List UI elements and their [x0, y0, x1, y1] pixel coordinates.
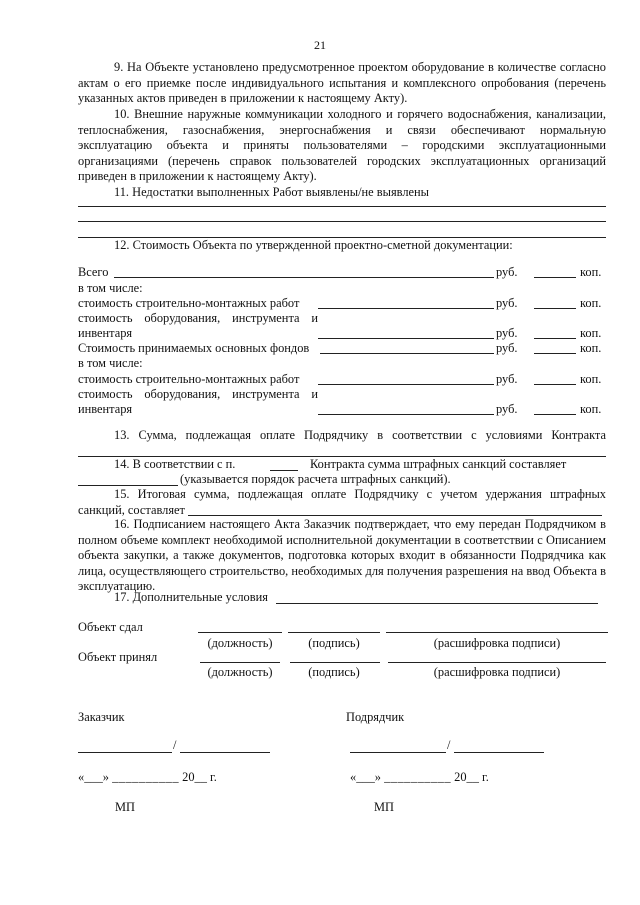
contractor-label: Подрядчик: [346, 710, 405, 724]
customer-decode-field: [180, 752, 270, 753]
cost-equip-label-2: инвентаря: [78, 402, 133, 416]
clause-16: [78, 517, 606, 595]
customer-label: Заказчик: [78, 710, 125, 724]
date-year: 20__ г.: [454, 770, 489, 784]
cost-equip-label-2: инвентаря: [78, 326, 133, 340]
given-position-field: [198, 632, 282, 633]
cost-equip-field: [318, 338, 494, 339]
cost-smr-label: стоимость строительно-монтажных работ: [78, 296, 300, 310]
signature-caption: (подпись): [308, 665, 360, 679]
kop-label: коп.: [580, 341, 602, 355]
position-caption: (должность): [207, 636, 273, 650]
clause-14-part-b: Контракта сумма штрафных санкций составляет: [310, 457, 567, 471]
clause-10-text: 10. Внешние наружные коммуникации холодного и горячего водоснабжения, канализации, теплоснабжения, газоснабжения, энергоснабжения и связи обеспечивают нормальную эксплуатацию объекта и приняты пользователями – городскими эксплуатационными организациями (перечень справок пользователей городских эксплуатационных организаций приведен в приложении к настоящему Акту).: [78, 107, 606, 184]
final-sum-field: [188, 515, 602, 516]
clause-9-text: 9. На Объекте установлено предусмотренное проектом оборудование в количестве согласно актам о его приемке после индивидуального испытания и комплексного опробования (перечень указанных актов приведен в приложении к настоящему Акту).: [78, 60, 606, 106]
clause-11-text: 11. Недостатки выполненных Работ выявлены/не выявлены: [114, 185, 429, 199]
accepted-decode-field: [388, 662, 606, 663]
slash: /: [173, 738, 177, 752]
cost-smr-field: [318, 308, 494, 309]
rub-label: руб.: [496, 296, 518, 310]
blank-line: [78, 221, 606, 222]
rub-label: руб.: [496, 265, 518, 279]
clause-10: [78, 107, 606, 185]
clause-16-text: 16. Подписанием настоящего Акта Заказчик подтверждает, что ему передан Подрядчиком в полном объеме комплект необходимой исполнительной документации в соответствии с Описанием объекта закупки, а также документов, подготовка которых входит в обязанности Подрядчика как лица, осуществляющего строительство, необходимых для получения разрешения на ввод Объекта в эксплуатацию.: [78, 517, 606, 594]
rub-label: руб.: [496, 372, 518, 386]
clause-13-text: 13. Сумма, подлежащая оплате Подрядчику в соответствии с условиями Контракта: [114, 428, 606, 442]
position-caption: (должность): [207, 665, 273, 679]
kop-field: [534, 277, 576, 278]
cost-smr-row-2: [78, 372, 608, 388]
kop-field: [534, 308, 576, 309]
date-month: __________: [112, 770, 180, 784]
cost-equip-row-2: [78, 402, 608, 418]
cost-equip-label-1: стоимость оборудования, инструмента и: [78, 387, 318, 401]
rub-label: руб.: [496, 326, 518, 340]
accepted-signature-field: [290, 662, 380, 663]
clause-14-start: [114, 457, 235, 473]
customer-stamp-label: МП: [115, 800, 135, 814]
cost-smr-label: стоимость строительно-монтажных работ: [78, 372, 300, 386]
given-signature-field: [288, 632, 380, 633]
clause-17-text: 17. Дополнительные условия: [114, 590, 268, 604]
given-decode-field: [386, 632, 608, 633]
signature-caption: (подпись): [308, 636, 360, 650]
date-year: 20__ г.: [182, 770, 217, 784]
page-number: 21: [314, 38, 326, 52]
kop-field: [534, 353, 576, 354]
object-given-label: Объект сдал: [78, 620, 143, 634]
additional-conditions-field: [276, 603, 598, 604]
kop-label: коп.: [580, 372, 602, 386]
including-label: в том числе:: [78, 356, 143, 370]
slash: /: [447, 738, 451, 752]
accepted-position-field: [200, 662, 280, 663]
kop-label: коп.: [580, 296, 602, 310]
clause-14-part-c: (указывается порядок расчета штрафных санкций).: [180, 472, 451, 486]
clause-15: [78, 487, 606, 518]
clause-9: [78, 60, 606, 107]
contractor-signature-field: [350, 752, 446, 753]
cost-smr-row: [78, 296, 608, 312]
object-accepted-label: Объект принял: [78, 650, 158, 664]
clause-12: [78, 238, 606, 254]
contractor-decode-field: [454, 752, 544, 753]
including-label: в том числе:: [78, 281, 143, 295]
cost-total-label: Всего: [78, 265, 109, 279]
date-day: «___»: [78, 770, 109, 784]
decode-caption: (расшифровка подписи): [433, 665, 561, 679]
cost-smr-field: [318, 384, 494, 385]
clause-12-text: 12. Стоимость Объекта по утвержденной проектно-сметной документации:: [114, 238, 513, 252]
cost-fixed-row: [78, 341, 608, 357]
cost-fixed-label: Стоимость принимаемых основных фондов: [78, 341, 310, 355]
cost-equip-field: [318, 414, 494, 415]
contractor-date: [350, 770, 489, 786]
kop-field: [534, 384, 576, 385]
rub-label: руб.: [496, 402, 518, 416]
cost-equip-row: [78, 326, 608, 342]
clause-11: [78, 185, 606, 201]
clause-15-text: 15. Итоговая сумма, подлежащая оплате Подрядчику с учетом удержания штрафных санкций, составляет: [78, 487, 606, 517]
blank-line: [78, 206, 606, 207]
customer-date: [78, 770, 217, 786]
decode-caption: (расшифровка подписи): [433, 636, 561, 650]
kop-field: [534, 414, 576, 415]
kop-field: [534, 338, 576, 339]
cost-fixed-field: [320, 353, 494, 354]
cost-equip-label-1: стоимость оборудования, инструмента и: [78, 311, 318, 325]
clause-14-part-a: 14. В соответствии с п.: [114, 457, 236, 471]
customer-signature-field: [78, 752, 172, 753]
kop-label: коп.: [580, 402, 602, 416]
contractor-stamp-label: МП: [374, 800, 394, 814]
rub-label: руб.: [496, 341, 518, 355]
date-day: «___»: [350, 770, 381, 784]
clause-13: [78, 428, 606, 444]
clause-number-field: [270, 470, 298, 471]
kop-label: коп.: [580, 265, 602, 279]
penalty-amount-field: [78, 485, 178, 486]
cost-total-row: [78, 265, 608, 281]
cost-total-field: [114, 277, 494, 278]
kop-label: коп.: [580, 326, 602, 340]
date-month: __________: [384, 770, 452, 784]
